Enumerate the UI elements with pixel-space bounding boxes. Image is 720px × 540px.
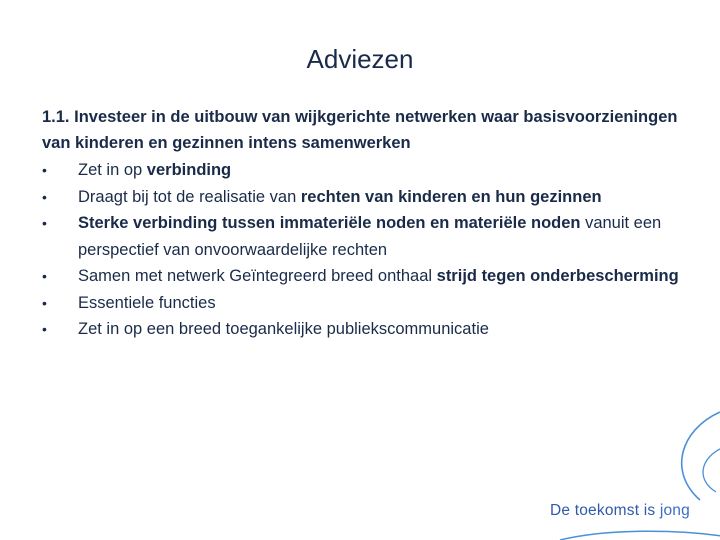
bullet-text-bold: verbinding bbox=[146, 161, 232, 179]
swirl-curve-upper bbox=[682, 412, 720, 500]
bullet-dot: • bbox=[42, 188, 47, 205]
logo-highlight: jong bbox=[659, 502, 690, 519]
bullet-dot: • bbox=[42, 162, 47, 178]
bullet-text: Zet in op een breed toegankelijke publiekscommunicatie bbox=[78, 320, 489, 338]
bullet-dot: • bbox=[42, 268, 47, 284]
bullet-text: Samen met netwerk Geïntegreerd breed onthaal bbox=[78, 267, 437, 285]
bullet-dot: • bbox=[42, 215, 47, 231]
logo-prefix: De toekomst is bbox=[550, 502, 660, 519]
bullet-dot: • bbox=[42, 294, 47, 311]
brand-logo bbox=[550, 502, 690, 520]
swirl-curve-bottom bbox=[560, 531, 720, 540]
swirl-curve-inner bbox=[703, 448, 720, 492]
bullet-dot: • bbox=[42, 321, 47, 337]
bullet-text-bold: strijd tegen onderbescherming bbox=[436, 267, 679, 285]
bullet-text: Essentiele functies bbox=[78, 293, 216, 312]
bullet-text: Zet in op bbox=[78, 161, 147, 179]
bullet-text-bold: rechten van kinderen en hun gezinnen bbox=[300, 187, 602, 206]
bullet-text: Draagt bij tot de realisatie van bbox=[78, 187, 301, 206]
slide-title: Adviezen bbox=[306, 44, 414, 74]
slide-heading: 1.1. Investeer in de uitbouw van wijkgerichte netwerken waar basisvoorzieningen van kinderen en gezinnen intens samenwerken bbox=[42, 108, 678, 152]
bullet-text: vanuit een perspectief van onvoorwaardelijke rechten bbox=[78, 214, 662, 259]
bullet-text-bold: Sterke verbinding tussen immateriële noden en materiële noden bbox=[78, 214, 581, 232]
